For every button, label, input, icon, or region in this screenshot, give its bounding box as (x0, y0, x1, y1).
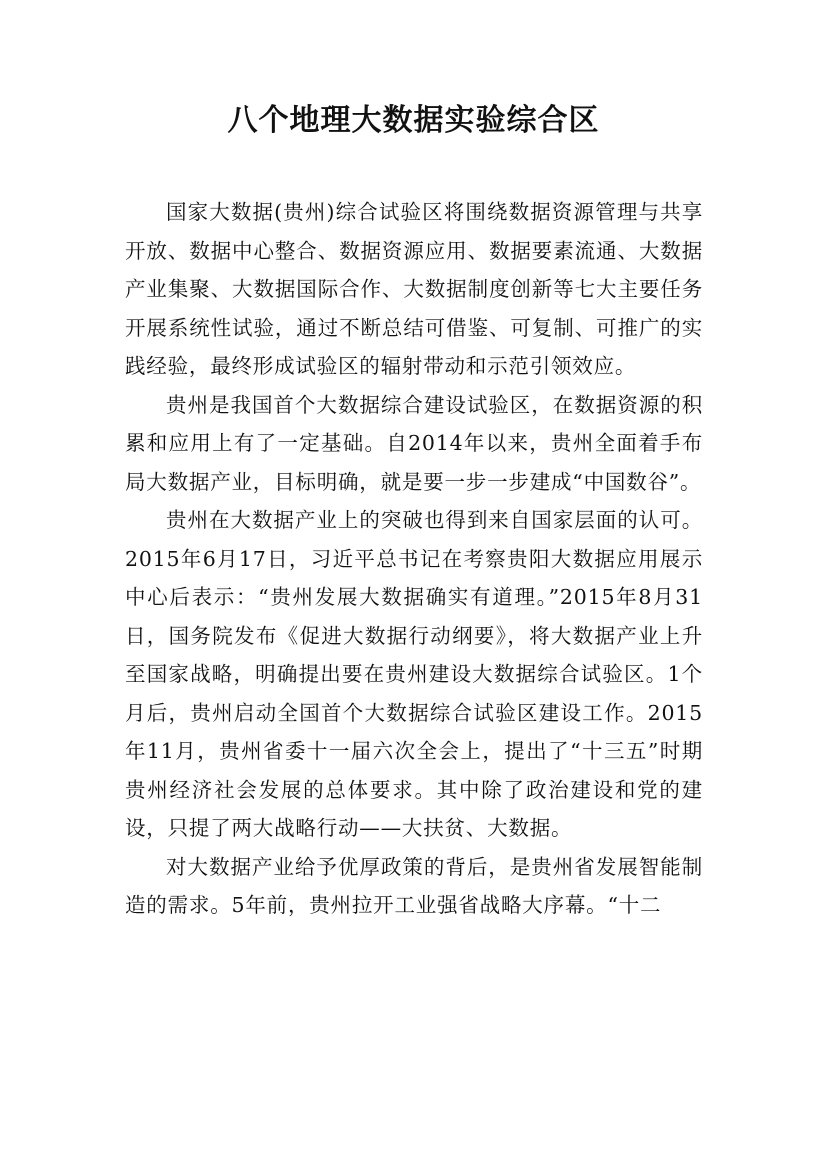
paragraph-3: 贵州在大数据产业上的突破也得到来自国家层面的认可。2015年6月17日，习近平总书记在考察贵阳大数据应用展示中心后表示：“贵州发展大数据确实有道理。”2015年8月31日，国务院发布《促进大数据行动纲要》，将大数据产业上升至国家战略，明确提出要在贵州建设大数据综合试验区。1个月后，贵州启动全国首个大数据综合试验区建设工作。2015年11月，贵州省委十一届六次全会上，提出了“十三五”时期贵州经济社会发展的总体要求。其中除了政治建设和党的建设，只提了两大战略行动——大扶贫、大数据。 (125, 508, 703, 840)
paragraph-4: 对大数据产业给予优厚政策的背后，是贵州省发展智能制造的需求。5年前，贵州拉开工业强省战略大序幕。“十二 (125, 854, 703, 917)
paragraph-2: 贵州是我国首个大数据综合建设试验区，在数据资源的积累和应用上有了一定基础。自2014年以来，贵州全面着手布局大数据产业，目标明确，就是要一步一步建成“中国数谷”。 (125, 392, 703, 494)
document-body (125, 193, 703, 925)
paragraph-1: 国家大数据(贵州)综合试验区将围绕数据资源管理与共享开放、数据中心整合、数据资源应用、数据要素流通、大数据产业集聚、大数据国际合作、大数据制度创新等七大主要任务开展系统性试验，通过不断总结可借鉴、可复制、可推广的实践经验，最终形成试验区的辐射带动和示范引领效应。 (125, 200, 703, 378)
document-title: 八个地理大数据实验综合区 (227, 103, 600, 138)
